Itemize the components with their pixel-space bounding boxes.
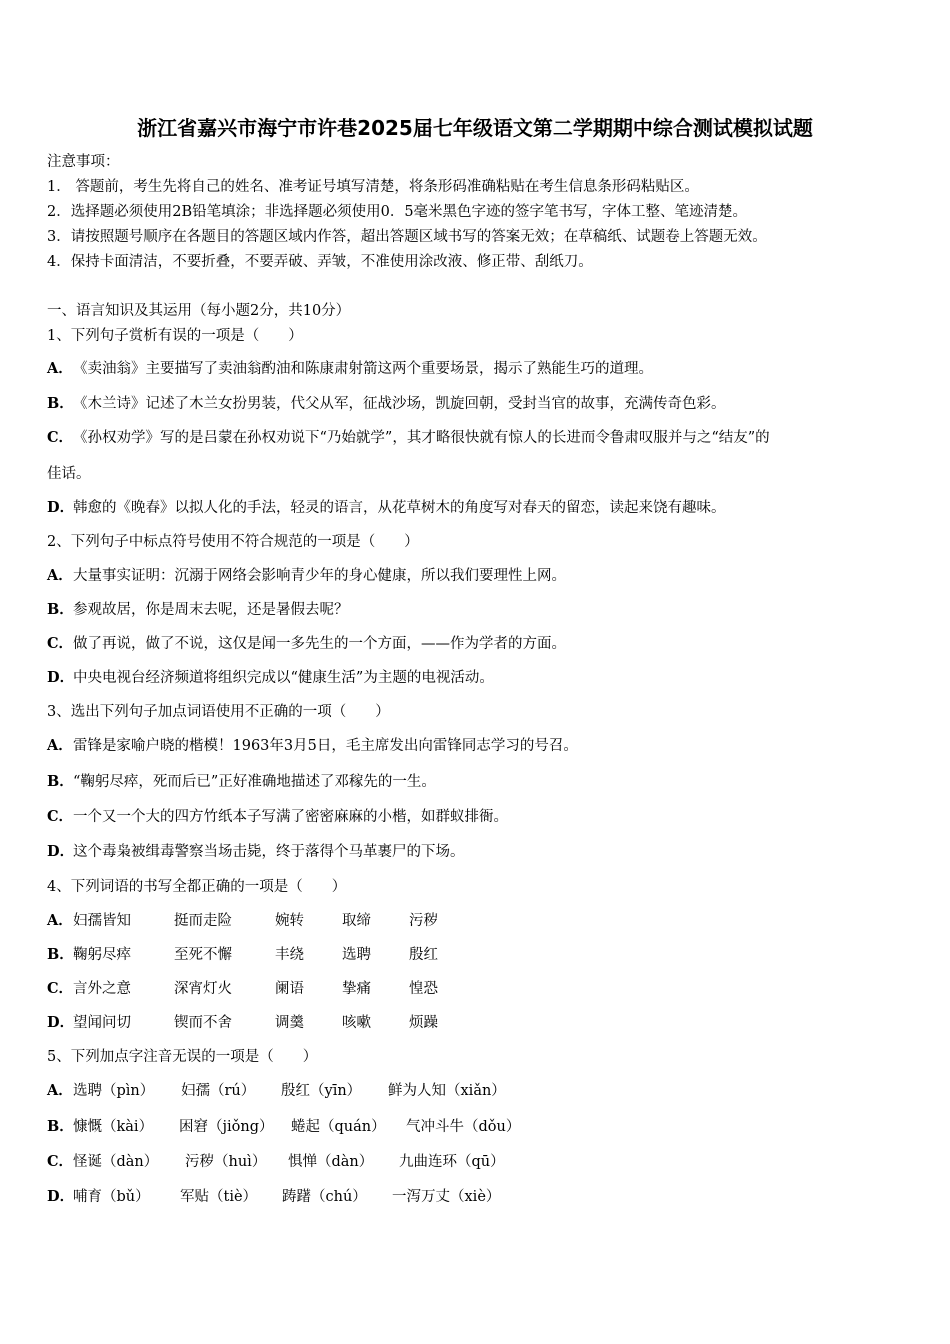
option-d xyxy=(47,668,494,688)
option-letter: B． xyxy=(47,1118,74,1135)
option-letter: D． xyxy=(47,1188,75,1205)
option-letter: B． xyxy=(47,946,74,963)
option-a xyxy=(47,359,653,379)
option-text: 这个毒枭被缉毒警察当场击毙，终于落得个马革裹尸的下场。 xyxy=(73,844,465,860)
option-text: 中央电视台经济频道将组织完成以“健康生活”为主题的电视活动。 xyxy=(73,670,494,686)
option-b xyxy=(47,945,438,965)
question-stem: 3、选出下列句子加点词语使用不正确的一项（ ） xyxy=(47,704,390,720)
pinyin-item: 哺育（bǔ） xyxy=(73,1189,150,1205)
pinyin-item: 气冲斗牛（dǒu） xyxy=(406,1119,521,1135)
option-c xyxy=(47,428,770,448)
option-letter: A． xyxy=(47,737,73,754)
notice-item: 1． 答题前，考生先将自己的姓名、准考证号填写清楚，将条形码准确粘贴在考生信息条形码粘贴区。 xyxy=(47,179,699,195)
word: 调羹 xyxy=(275,1015,304,1031)
option-d xyxy=(47,1187,500,1207)
word: 妇孺皆知 xyxy=(73,913,131,929)
word: 挚痛 xyxy=(342,981,371,997)
option-text: 《孙权劝学》写的是吕蒙在孙权劝说下“乃始就学”，其才略很快就有惊人的长进而令鲁肃叹服并与之“结友”的 xyxy=(73,430,770,446)
option-letter: C． xyxy=(47,429,74,446)
option-c xyxy=(47,979,438,999)
option-c xyxy=(47,1152,505,1172)
word: 污秽 xyxy=(409,913,438,929)
option-letter: D． xyxy=(47,1014,75,1031)
pinyin-item: 污秽（huì） xyxy=(185,1154,267,1170)
option-text: “鞠躬尽瘁，死而后已”正好准确地描述了邓稼先的一生。 xyxy=(73,774,436,790)
word: 言外之意 xyxy=(73,981,131,997)
option-d xyxy=(47,842,465,862)
question-stem: 4、下列词语的书写全都正确的一项是（ ） xyxy=(47,879,347,895)
option-letter: C． xyxy=(47,808,74,825)
option-letter: B． xyxy=(47,773,74,790)
section-heading: 一、语言知识及其运用（每小题2分，共10分） xyxy=(47,303,351,319)
option-b xyxy=(47,772,436,792)
option-text: 一个又一个大的四方竹纸本子写满了密密麻麻的小楷，如群蚁排衙。 xyxy=(73,809,508,825)
option-letter: C． xyxy=(47,635,74,652)
option-text: 韩愈的《晚春》以拟人化的手法，轻灵的语言，从花草树木的角度写对春天的留恋，读起来饶有趣味。 xyxy=(73,500,726,516)
notice-item: 4．保持卡面清洁，不要折叠，不要弄破、弄皱，不准使用涂改液、修正带、刮纸刀。 xyxy=(47,254,593,270)
option-a xyxy=(47,566,566,586)
pinyin-item: 军贴（tiè） xyxy=(180,1189,258,1205)
option-b xyxy=(47,600,349,620)
pinyin-item: 蜷起（quán） xyxy=(291,1119,386,1135)
question-stem: 5、下列加点字注音无误的一项是（ ） xyxy=(47,1049,318,1065)
option-letter: C． xyxy=(47,1153,74,1170)
option-text: 《木兰诗》记述了木兰女扮男装，代父从军，征战沙场，凯旋回朝，受封当官的故事，充满传奇色彩。 xyxy=(73,396,726,412)
pinyin-item: 九曲连环（qū） xyxy=(399,1154,505,1170)
word: 阑语 xyxy=(275,981,304,997)
option-text: 雷锋是家喻户晓的楷模！1963年3月5日，毛主席发出向雷锋同志学习的号召。 xyxy=(73,738,578,754)
option-letter: A． xyxy=(47,567,73,584)
option-text: 做了再说，做了不说，这仅是闻一多先生的一个方面，——作为学者的方面。 xyxy=(73,636,566,652)
option-a xyxy=(47,911,438,931)
word: 锲而不舍 xyxy=(174,1015,232,1031)
notice-item: 3．请按照题号顺序在各题目的答题区域内作答，超出答题区域书写的答案无效；在草稿纸、试题卷上答题无效。 xyxy=(47,229,767,245)
pinyin-item: 踌躇（chú） xyxy=(282,1189,367,1205)
word: 惶恐 xyxy=(409,981,438,997)
pinyin-item: 怪诞（dàn） xyxy=(73,1154,159,1170)
word: 鞠躬尽瘁 xyxy=(73,947,131,963)
pinyin-item: 一泻万丈（xiè） xyxy=(392,1189,501,1205)
option-b xyxy=(47,394,726,414)
option-a xyxy=(47,1081,506,1101)
option-letter: D． xyxy=(47,843,75,860)
word: 婉转 xyxy=(275,913,304,929)
option-c xyxy=(47,634,566,654)
pinyin-item: 殷红（yīn） xyxy=(281,1083,362,1099)
option-text: 《卖油翁》主要描写了卖油翁酌油和陈康肃射箭这两个重要场景，揭示了熟能生巧的道理。 xyxy=(73,361,653,377)
word: 深宵灯火 xyxy=(174,981,232,997)
word: 取缔 xyxy=(342,913,371,929)
word: 至死不懈 xyxy=(174,947,232,963)
word: 挺而走险 xyxy=(174,913,232,929)
word: 望闻问切 xyxy=(73,1015,131,1031)
option-letter: D． xyxy=(47,669,75,686)
option-d xyxy=(47,498,726,518)
option-text: 参观故居，你是周末去呢，还是暑假去呢？ xyxy=(73,602,349,618)
word: 殷红 xyxy=(409,947,438,963)
question-stem: 2、下列句子中标点符号使用不符合规范的一项是（ ） xyxy=(47,534,419,550)
pinyin-item: 困窘（jiǒng） xyxy=(179,1119,274,1135)
option-letter: A． xyxy=(47,1082,73,1099)
word: 丰绕 xyxy=(275,947,304,963)
option-letter: B． xyxy=(47,395,74,412)
option-c-continued: 佳话。 xyxy=(47,466,91,482)
pinyin-item: 慷慨（kài） xyxy=(73,1119,154,1135)
exam-title: 浙江省嘉兴市海宁市许巷2025届七年级语文第二学期期中综合测试模拟试题 xyxy=(137,116,813,140)
option-b xyxy=(47,1117,520,1137)
option-d xyxy=(47,1013,438,1033)
word: 咳嗽 xyxy=(342,1015,371,1031)
option-letter: C． xyxy=(47,980,74,997)
pinyin-item: 选聘（pìn） xyxy=(73,1083,155,1099)
option-letter: D． xyxy=(47,499,75,516)
word: 选聘 xyxy=(342,947,371,963)
pinyin-item: 惧惮（dàn） xyxy=(288,1154,374,1170)
notice-item: 2．选择题必须使用2B铅笔填涂；非选择题必须使用0．5毫米黑色字迹的签字笔书写，字体工整、笔迹清楚。 xyxy=(47,204,748,220)
option-text: 大量事实证明：沉溺于网络会影响青少年的身心健康，所以我们要理性上网。 xyxy=(73,568,566,584)
pinyin-item: 妇孺（rú） xyxy=(181,1083,256,1099)
option-letter: A． xyxy=(47,912,73,929)
option-letter: A． xyxy=(47,360,73,377)
question-stem: 1、下列句子赏析有误的一项是（ ） xyxy=(47,328,303,344)
notice-heading: 注意事项： xyxy=(47,154,120,170)
option-c xyxy=(47,807,508,827)
word: 烦躁 xyxy=(409,1015,438,1031)
option-a xyxy=(47,736,578,756)
option-letter: B． xyxy=(47,601,74,618)
pinyin-item: 鲜为人知（xiǎn） xyxy=(388,1083,506,1099)
